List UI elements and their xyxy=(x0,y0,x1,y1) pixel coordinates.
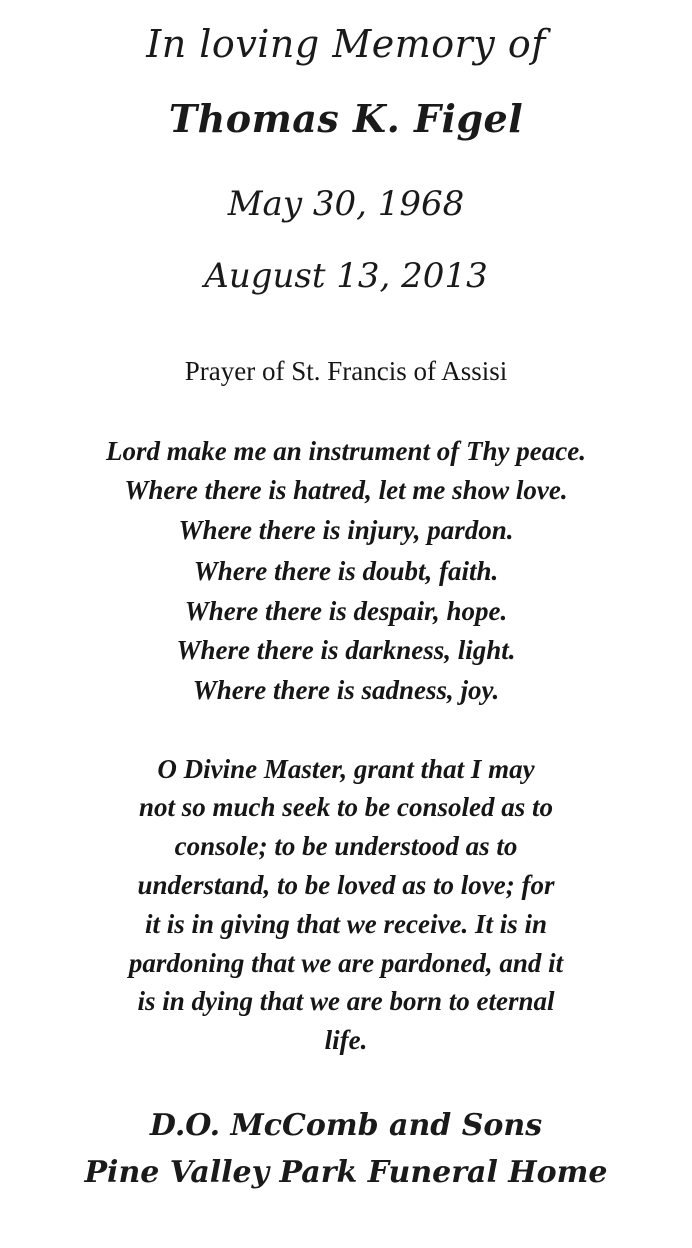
death-date: August 13, 2013 xyxy=(204,256,488,296)
prayer-paragraph-line: console; to be understood as to xyxy=(174,831,518,861)
prayer-line: Where there is darkness, light. xyxy=(176,635,516,665)
prayer-paragraph-line: life. xyxy=(324,1025,368,1055)
funeral-home-owner: D.O. McComb and Sons xyxy=(149,1108,543,1143)
prayer-paragraph-line: not so much seek to be consoled as to xyxy=(138,792,553,822)
birth-date: May 30, 1968 xyxy=(227,184,465,224)
prayer-paragraph-line: O Divine Master, grant that I may xyxy=(157,754,535,784)
prayer-paragraph-line: is in dying that we are born to eternal xyxy=(137,986,555,1016)
prayer-line: Lord make me an instrument of Thy peace. xyxy=(106,436,586,466)
memorial-heading: In loving Memory of xyxy=(146,22,546,66)
prayer-paragraph-line: understand, to be loved as to love; for xyxy=(137,870,555,900)
prayer-paragraph-line: it is in giving that we receive. It is in xyxy=(144,909,547,939)
prayer-title: Prayer of St. Francis of Assisi xyxy=(184,356,508,386)
prayer-line: Where there is injury, pardon. xyxy=(178,515,514,545)
deceased-name: Thomas K. Figel xyxy=(168,96,524,141)
prayer-line: Where there is sadness, joy. xyxy=(192,675,500,705)
prayer-line: Where there is doubt, faith. xyxy=(193,556,499,586)
prayer-line: Where there is hatred, let me show love. xyxy=(124,475,568,505)
prayer-paragraph-line: pardoning that we are pardoned, and it xyxy=(128,948,564,978)
prayer-line: Where there is despair, hope. xyxy=(184,596,508,626)
funeral-home-name: Pine Valley Park Funeral Home xyxy=(84,1155,608,1190)
